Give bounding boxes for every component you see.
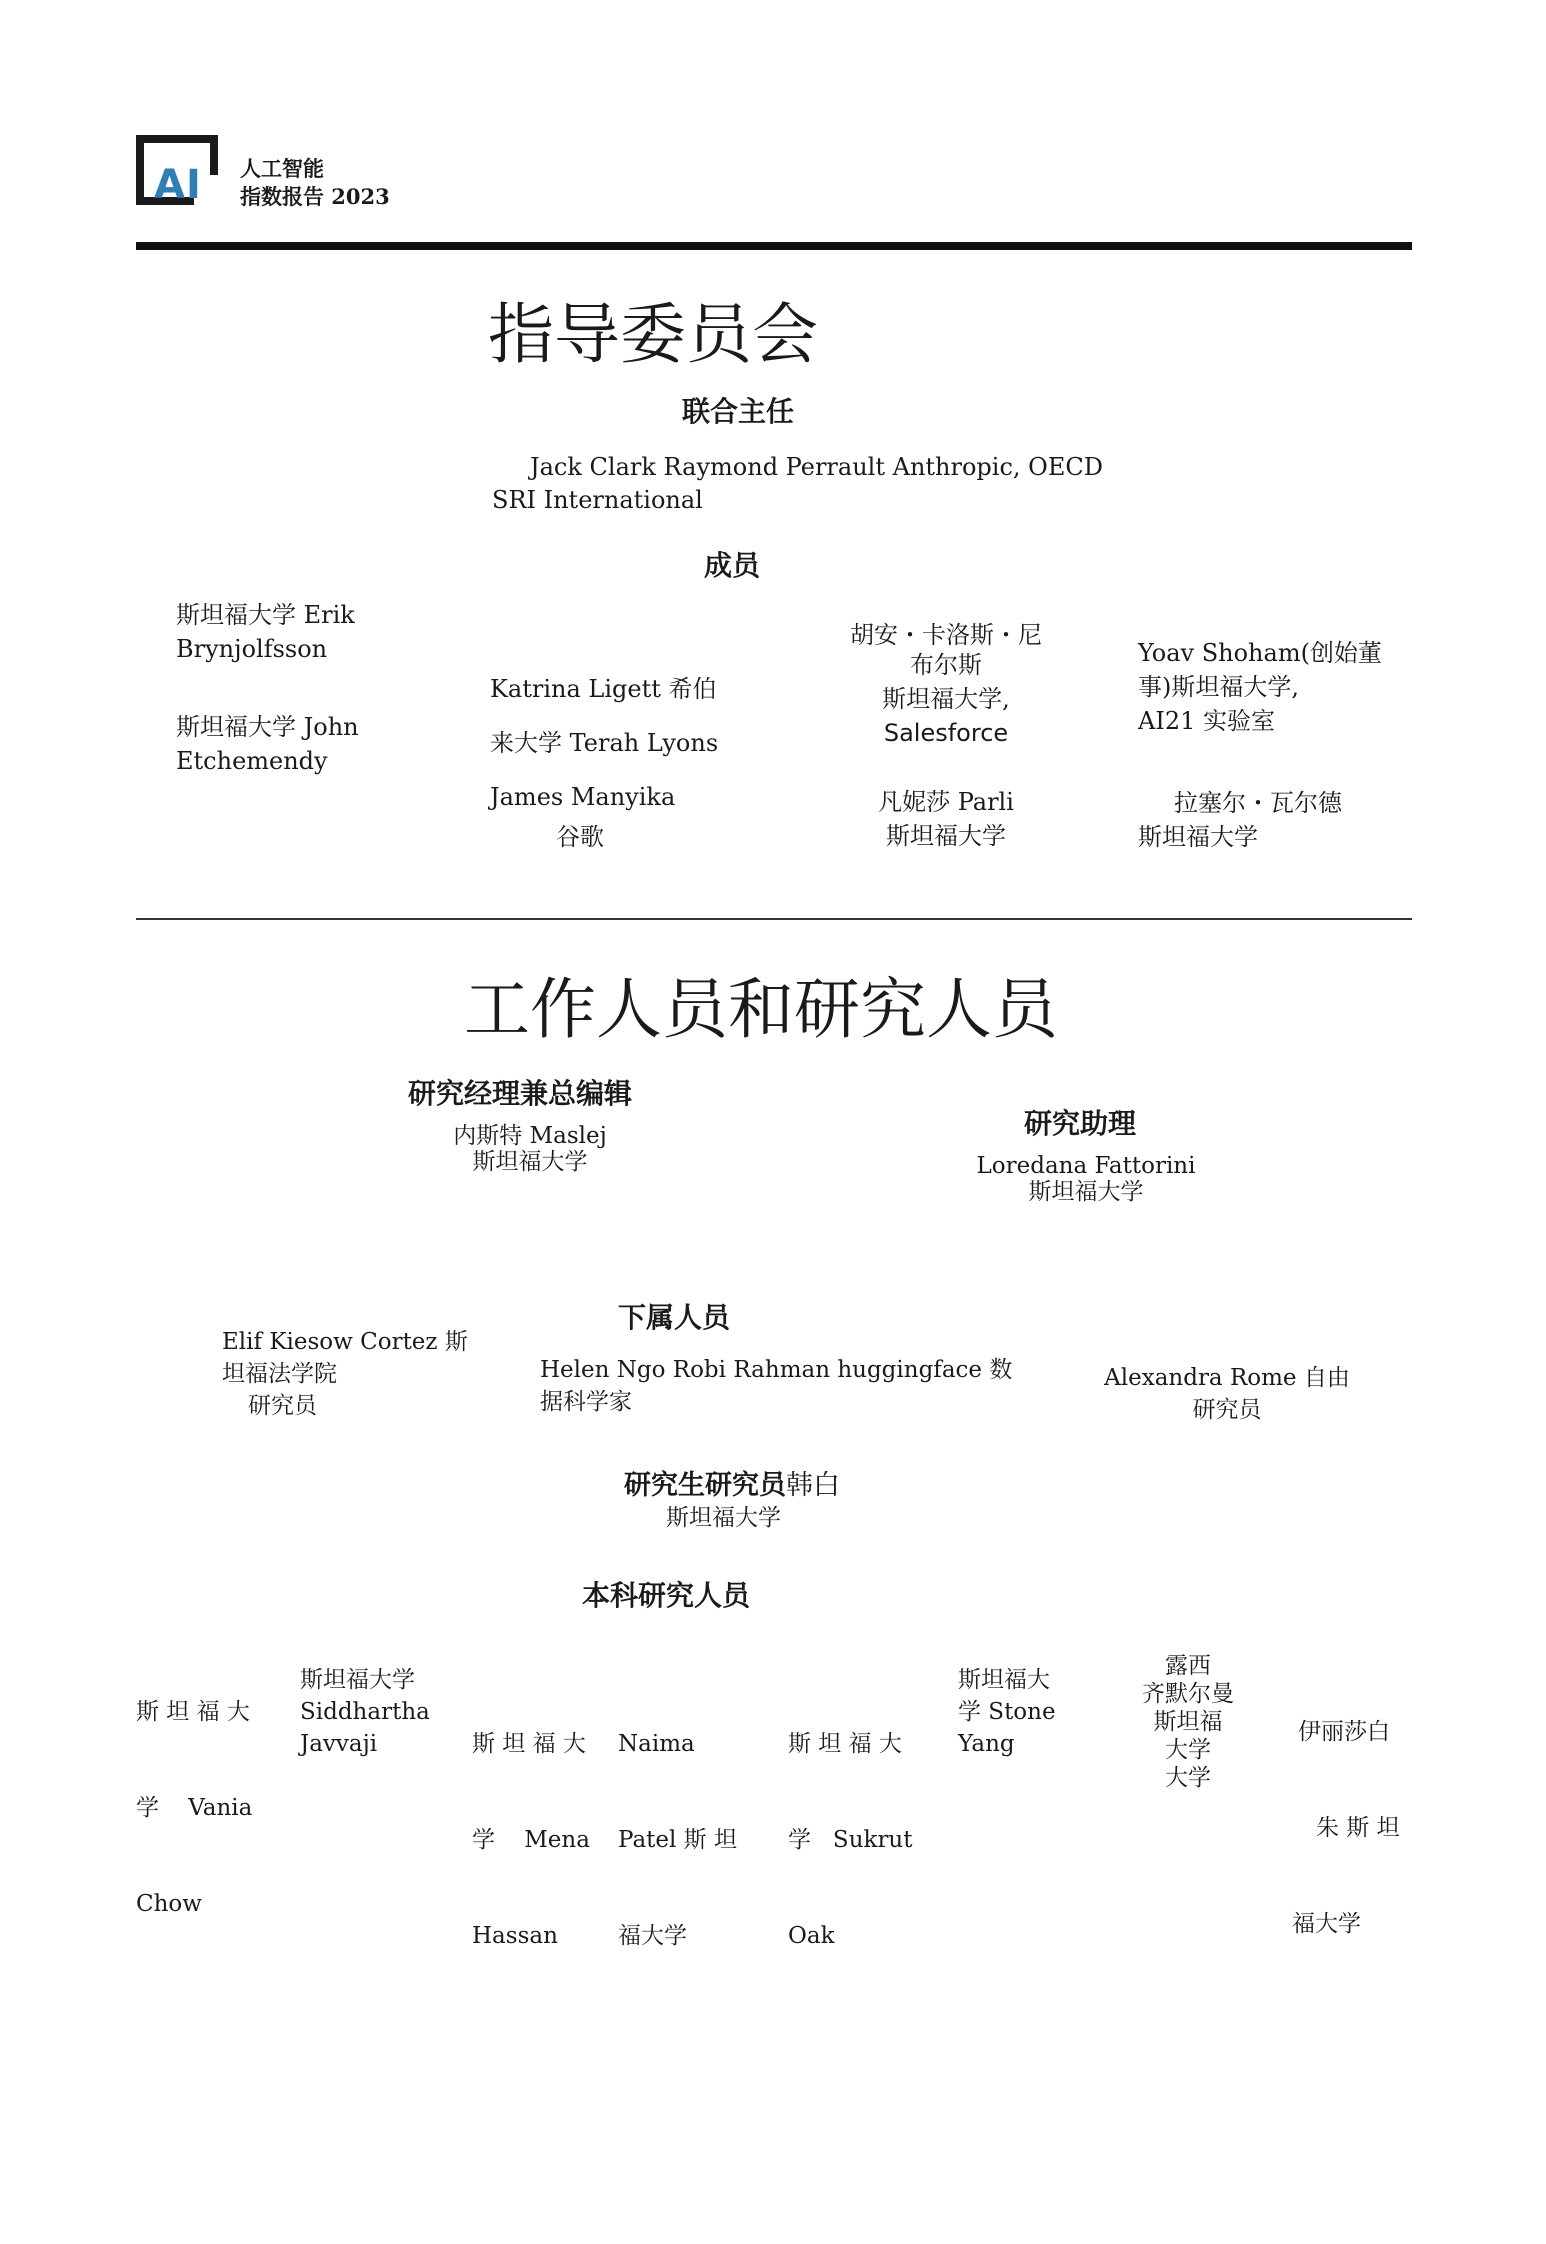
research-manager-heading: 研究经理兼总编辑 [408,1077,633,1110]
member-manyika: James Manyika [490,783,676,811]
affiliates-heading: 下属人员 [618,1301,731,1334]
member-parli: 凡妮莎 Parli 斯坦福大学 [878,788,1014,850]
staff-title: 工作人员和研究人员 [464,971,1058,1048]
undergrad-oak: 斯 坦 福 大 学 Sukrut Oak [788,1731,913,1949]
affiliate-ngo-rahman: Helen Ngo Robi Rahman huggingface 数 据科学家 [540,1357,1013,1415]
undergrad-javvaji: 斯坦福大学 Siddhartha Javvaji [300,1667,430,1757]
section-divider [136,918,1412,920]
research-manager: 内斯特 Maslej 斯坦福大学 [453,1123,607,1175]
member-wald: 拉塞尔・瓦尔德 斯坦福大学 [1138,789,1342,851]
undergrad-zhu: 伊丽莎白 朱 斯 坦 福大学 [1292,1719,1400,1937]
research-assistant-heading: 研究助理 [1024,1107,1137,1140]
report-title: 人工智能 指数报告 2023 [240,156,390,209]
affiliate-rome: Alexandra Rome 自由 研究员 [1104,1365,1350,1423]
logo-ai-letters: AI [154,162,202,208]
cochairs-line2: SRI International [492,486,703,514]
undergrad-hassan: 斯 坦 福 大 学 Mena Hassan [472,1731,590,1949]
steering-committee-title: 指导委员会 [488,296,818,373]
member-shoham: Yoav Shoham(创始董 事)斯坦福大学, AI21 实验室 [1138,639,1382,735]
undergrad-patel: Naima Patel 斯 坦 福大学 [618,1731,737,1949]
undergrad-zimmerman: 露西 齐默尔曼 斯坦福 大学 大学 [1142,1653,1234,1791]
member-etchemendy: 斯坦福大学 John Etchemendy [176,713,359,775]
members-heading: 成员 [704,549,761,582]
undergrad-chow: 斯 坦 福 大 学 Vania Chow [136,1699,253,1917]
research-assistant: Loredana Fattorini 斯坦福大学 [976,1153,1196,1205]
cochairs-line1: Jack Clark Raymond Perrault Anthropic, OECD [530,453,1103,481]
header-divider [136,242,1412,250]
ai-index-logo [136,135,222,207]
affiliate-cortez: Elif Kiesow Cortez 斯 坦福法学院 研究员 [222,1329,468,1419]
member-niebles: 胡安・卡洛斯・尼 布尔斯 斯坦福大学, Salesforce [850,621,1042,747]
grad-researcher: 研究生研究员韩白 [624,1470,840,1501]
grad-researcher-aff: 斯坦福大学 [666,1505,781,1531]
undergrad-heading: 本科研究人员 [582,1579,751,1612]
member-manyika-aff: 谷歌 [556,823,604,851]
member-ligett: Katrina Ligett 希伯 [490,675,717,703]
cochairs-heading: 联合主任 [682,395,795,428]
member-lyons: 来大学 Terah Lyons [490,729,719,757]
member-brynjolfsson: 斯坦福大学 Erik Bryn​jolfsson [176,601,355,663]
undergrad-yang: 斯坦福大 学 Stone Yang [958,1667,1056,1757]
